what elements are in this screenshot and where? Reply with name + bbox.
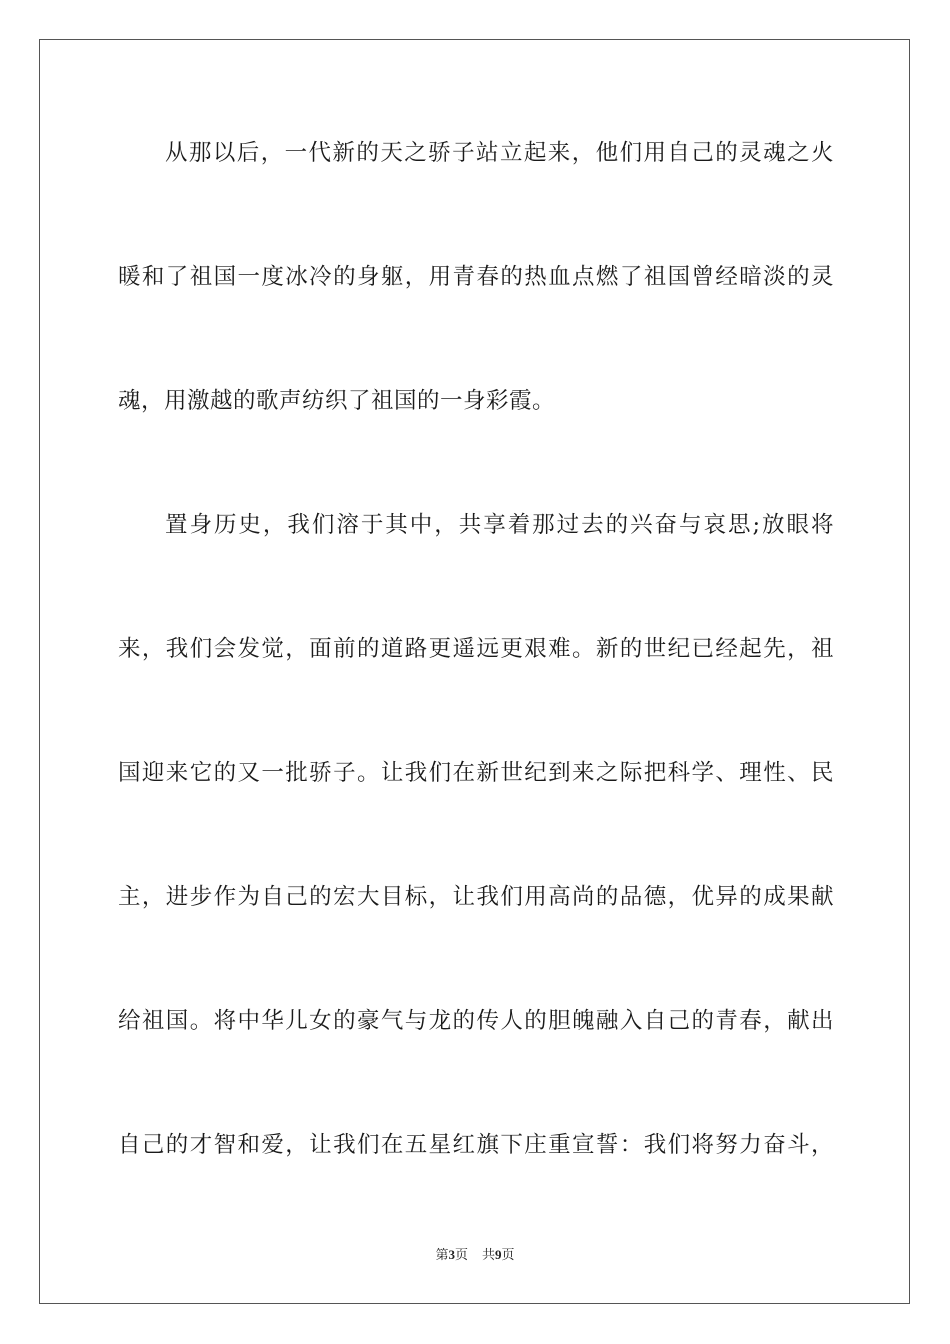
footer-page-current: 3 [448,1247,455,1262]
footer-total-prefix: 共 [482,1248,496,1263]
paragraph-1-line-2: 暖和了祖国一度冰冷的身躯，用青春的热血点燃了祖国曾经暗淡的灵 [118,264,834,290]
page-footer [0,1246,950,1265]
page-border [39,39,910,1304]
footer-page-total: 9 [495,1247,502,1262]
paragraph-1-line-1: 从那以后，一代新的天之骄子站立起来，他们用自己的灵魂之火 [165,140,834,166]
footer-page-prefix: 第 [435,1248,449,1263]
paragraph-2-line-6: 自己的才智和爱，让我们在五星红旗下庄重宣誓：我们将努力奋斗， [118,1132,834,1158]
paragraph-1-line-3: 魂，用激越的歌声纺织了祖国的一身彩霞。 [118,388,556,414]
paragraph-2-line-2: 来，我们会发觉，面前的道路更遥远更艰难。新的世纪已经起先，祖 [118,636,834,662]
paragraph-2-line-1: 置身历史，我们溶于其中，共享着那过去的兴奋与哀思;放眼将 [165,512,834,538]
footer-total-unit: 页 [501,1248,515,1263]
paragraph-2-line-5: 给祖国。将中华儿女的豪气与龙的传人的胆魄融入自己的青春，献出 [118,1008,834,1034]
paragraph-2-line-4: 主，进步作为自己的宏大目标，让我们用高尚的品德，优异的成果献 [118,884,834,910]
footer-page-unit: 页 [454,1248,468,1263]
paragraph-2-line-3: 国迎来它的又一批骄子。让我们在新世纪到来之际把科学、理性、民 [118,760,834,786]
